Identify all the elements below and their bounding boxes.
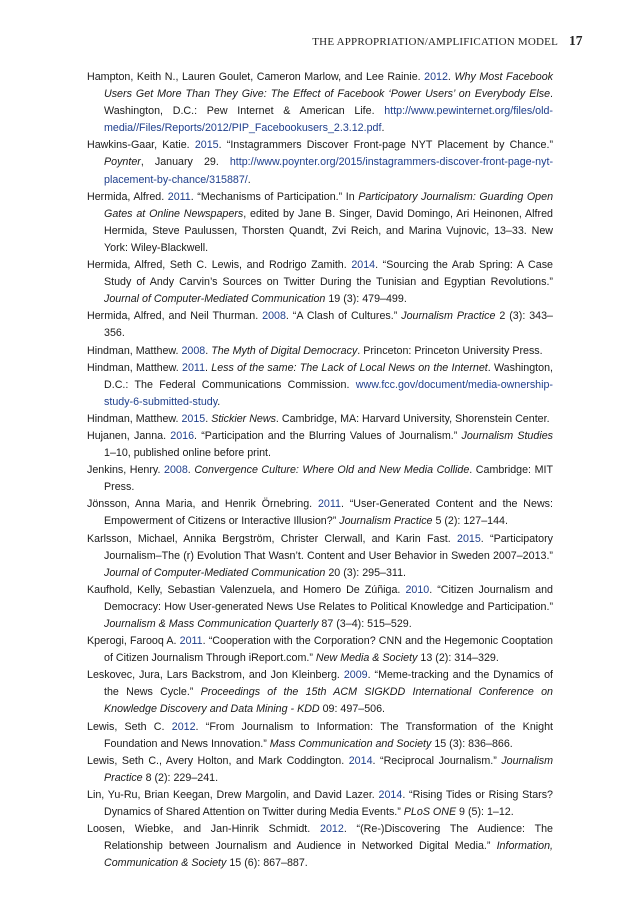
- reference-text: 87 (3–4): 515–529.: [318, 618, 412, 630]
- reference-text: . “Participation and the Blurring Values of Journalism.”: [194, 429, 462, 442]
- reference-text: Lewis, Seth C., Avery Holton, and Mark Coddington.: [87, 754, 349, 767]
- reference-text: . “Cooperation with the Corporation? CNN and the Hegemonic Cooptation of Citizen Journalism Through iReport.com.”: [104, 635, 553, 665]
- reference-text: , edited by Jane B. Singer, David Domingo, Ari Heinonen, Alfred Hermida, Steve Paulussen, Thorsten Quandt, Zvi Reich, and Marina Vujnovic, 13–33. New York: Wiley-Blackwell.: [104, 207, 553, 254]
- reference-entry: [87, 308, 553, 342]
- reference-text: Hermida, Alfred.: [87, 190, 168, 203]
- citation-year-link[interactable]: 2014: [351, 259, 376, 272]
- reference-text: .: [205, 344, 212, 357]
- reference-text: Hindman, Matthew.: [87, 344, 182, 357]
- reference-entry: [87, 462, 553, 496]
- reference-text: 13 (2): 314–329.: [417, 652, 499, 665]
- reference-text: Hermida, Alfred, and Neil Thurman.: [87, 310, 263, 323]
- reference-source-title: Information, Communication & Society: [104, 840, 553, 870]
- reference-text: 5 (2): 127–144.: [432, 515, 508, 528]
- citation-year-link[interactable]: 2016: [170, 429, 195, 442]
- page-number: 17: [569, 33, 583, 48]
- reference-text: 09: 497–506.: [319, 703, 386, 716]
- reference-text: . Princeton: Princeton University Press.: [357, 344, 543, 357]
- reference-entry: [87, 531, 553, 582]
- citation-year-link[interactable]: 2011: [182, 361, 206, 374]
- citation-year-link[interactable]: 2011: [179, 635, 203, 648]
- reference-text: Jenkins, Henry.: [87, 464, 164, 477]
- reference-entry: [87, 343, 553, 360]
- reference-text: 9 (5): 1–12.: [456, 806, 514, 819]
- reference-text: Hampton, Keith N., Lauren Goulet, Cameron Marlow, and Lee Rainie.: [87, 71, 425, 83]
- reference-text: . “Reciprocal Journalism.”: [372, 754, 502, 767]
- reference-entry: [87, 428, 553, 462]
- reference-text: 2 (3): 343–356.: [104, 310, 553, 340]
- reference-source-title: PLoS ONE: [403, 806, 457, 819]
- reference-text: , January 29.: [140, 156, 230, 169]
- reference-text: 15 (6): 867–887.: [226, 857, 308, 870]
- citation-year-link[interactable]: 2014: [348, 754, 373, 767]
- reference-text: Kperogi, Farooq A.: [87, 635, 180, 648]
- citation-year-link[interactable]: 2015: [457, 532, 481, 545]
- reference-source-title: Mass Communication and Society: [269, 737, 432, 750]
- reference-source-title: Journalism Practice: [401, 310, 496, 323]
- reference-text: Leskovec, Jura, Lars Backstrom, and Jon Kleinberg.: [87, 669, 344, 682]
- reference-text: Loosen, Wiebke, and Jan-Hinrik Schmidt.: [87, 823, 321, 836]
- reference-url-link[interactable]: www.fcc.gov/document/media-ownership-study-6-submitted-study: [104, 378, 553, 408]
- reference-text: . “(Re-)Discovering The Audience: The Relationship between Journalism and Audience in Networked Digital Media.”: [104, 823, 554, 853]
- reference-entry: [87, 360, 553, 411]
- reference-text: Kaufhold, Kelly, Sebastian Valenzuela, and Homero De Zúñiga.: [87, 583, 406, 596]
- reference-text: .: [247, 173, 251, 186]
- citation-year-link[interactable]: 2010: [405, 583, 430, 596]
- citation-year-link[interactable]: 2011: [317, 498, 341, 511]
- reference-entry: [87, 753, 553, 787]
- reference-text: .: [205, 361, 212, 374]
- reference-list: [87, 69, 553, 872]
- reference-source-title: Journal of Computer-Mediated Communication: [104, 566, 326, 579]
- reference-text: .: [447, 71, 455, 83]
- citation-year-link[interactable]: 2012: [424, 71, 448, 83]
- reference-source-title: New Media & Society: [315, 652, 418, 665]
- reference-text: . “Participatory Journalism–The (r) Evolution That Wasn’t. Content and User Behavior in Sweden 2007–2013.”: [104, 532, 553, 562]
- citation-year-link[interactable]: 2008: [181, 344, 206, 357]
- citation-year-link[interactable]: 2015: [181, 412, 206, 425]
- reference-source-title: Proceedings of the 15th ACM SIGKDD International Conference on Knowledge Discovery and Data Mining - KDD: [104, 686, 553, 716]
- reference-source-title: Participatory Journalism: Guarding Open Gates at Online Newspapers: [104, 190, 554, 220]
- reference-text: Hindman, Matthew.: [87, 361, 183, 374]
- reference-entry: [87, 496, 553, 530]
- reference-text: 8 (2): 229–241.: [142, 771, 219, 784]
- reference-entry: [87, 411, 553, 428]
- reference-text: . Cambridge, MA: Harvard University, Shorenstein Center.: [275, 412, 550, 425]
- citation-year-link[interactable]: 2011: [167, 190, 191, 203]
- reference-text: . “Meme-tracking and the Dynamics of the News Cycle.”: [104, 669, 553, 699]
- reference-text: . “Citizen Journalism and Democracy: How User-generated News Use Relates to Political Knowledge and Participation.”: [104, 583, 553, 613]
- reference-entry: [87, 633, 553, 667]
- reference-text: 20 (3): 295–311.: [325, 566, 406, 579]
- reference-entry: [87, 189, 553, 257]
- reference-entry: [87, 69, 553, 137]
- reference-source-title: Journal of Computer-Mediated Communication: [104, 293, 326, 306]
- reference-entry: [87, 667, 553, 718]
- reference-source-title: Journalism Practice: [339, 515, 433, 528]
- reference-text: 1–10, published online before print.: [104, 447, 271, 460]
- reference-text: . Cambridge: MIT Press.: [104, 464, 553, 494]
- reference-text: 19 (3): 479–499.: [325, 293, 407, 306]
- reference-text: Hindman, Matthew.: [87, 412, 182, 425]
- citation-year-link[interactable]: 2009: [343, 669, 368, 682]
- reference-text: . “Rising Tides or Rising Stars? Dynamics of Shared Attention on Twitter during Media Events.”: [104, 788, 553, 819]
- reference-text: . “From Journalism to Information: The Transformation of the Knight Foundation and News Innovation.”: [104, 720, 553, 750]
- reference-text: . “User-Generated Content and the News: Empowerment of Citizens or Interactive Illusion?”: [104, 498, 553, 528]
- citation-year-link[interactable]: 2012: [171, 720, 196, 733]
- reference-text: .: [217, 395, 221, 408]
- reference-source-title: Journalism & Mass Communication Quarterly: [104, 618, 319, 630]
- citation-year-link[interactable]: 2012: [320, 823, 344, 836]
- reference-text: Karlsson, Michael, Annika Bergström, Christer Clerwall, and Karin Fast.: [87, 532, 458, 545]
- reference-text: . “Instagrammers Discover Front-page NYT Placement by Chance.”: [218, 139, 553, 152]
- reference-source-title: Journalism Practice: [104, 754, 553, 784]
- citation-year-link[interactable]: 2008: [262, 310, 286, 323]
- citation-year-link[interactable]: 2014: [378, 788, 403, 801]
- reference-entry: [87, 719, 553, 753]
- reference-text: . “Sourcing the Arab Spring: A Case Study of Andy Carvin’s Sources on Twitter During the Tunisian and Egyptian Revolutions.”: [104, 259, 553, 289]
- reference-source-title: Less of the same: The Lack of Local News on the Internet: [211, 361, 488, 374]
- reference-entry: [87, 257, 553, 308]
- reference-text: Lewis, Seth C.: [87, 720, 172, 733]
- reference-text: .: [205, 412, 212, 425]
- reference-text: .: [381, 122, 385, 135]
- citation-year-link[interactable]: 2015: [194, 139, 219, 152]
- running-head: THE APPROPRIATION/AMPLIFICATION MODEL: [312, 36, 558, 48]
- reference-source-title: Convergence Culture: Where Old and New Media Collide: [194, 464, 470, 477]
- reference-text: . “Mechanisms of Participation.” In: [190, 190, 359, 203]
- reference-entry: [87, 821, 553, 872]
- reference-text: . “A Clash of Cultures.”: [285, 310, 402, 323]
- reference-url-link[interactable]: http://www.poynter.org/2015/instagrammers-discover-front-page-nyt-placement-by-chance/315887/: [104, 156, 553, 186]
- reference-entry: [87, 582, 553, 633]
- reference-source-title: Journalism Studies: [461, 429, 553, 442]
- reference-text: . Washington, D.C.: Pew Internet & American Life.: [104, 88, 553, 118]
- reference-text: Jönsson, Anna Maria, and Henrik Örnebring.: [87, 498, 318, 511]
- reference-text: .: [187, 464, 195, 477]
- reference-text: 15 (3): 836–866.: [431, 737, 513, 750]
- reference-text: Hawkins-Gaar, Katie.: [87, 139, 195, 152]
- reference-text: Lin, Yu-Ru, Brian Keegan, Drew Margolin, and David Lazer.: [87, 788, 379, 801]
- reference-url-link[interactable]: http://www.pewinternet.org/files/old-media//Files/Reports/2012/PIP_Facebookusers_2.3.12.pdf: [104, 105, 553, 135]
- reference-text: . Washington, D.C.: The Federal Communications Commission.: [104, 361, 554, 391]
- reference-entry: [87, 787, 553, 821]
- reference-source-title: Stickier News: [211, 412, 276, 425]
- citation-year-link[interactable]: 2008: [164, 464, 188, 477]
- reference-source-title: The Myth of Digital Democracy: [211, 344, 358, 357]
- reference-source-title: Why Most Facebook Users Get More Than They Give: The Effect of Facebook ‘Power Users’ on Everybody Else: [104, 71, 553, 101]
- reference-text: Hujanen, Janna.: [87, 429, 171, 442]
- reference-source-title: Poynter: [104, 156, 141, 169]
- reference-entry: [87, 137, 553, 188]
- reference-text: Hermida, Alfred, Seth C. Lewis, and Rodrigo Zamith.: [87, 259, 352, 272]
